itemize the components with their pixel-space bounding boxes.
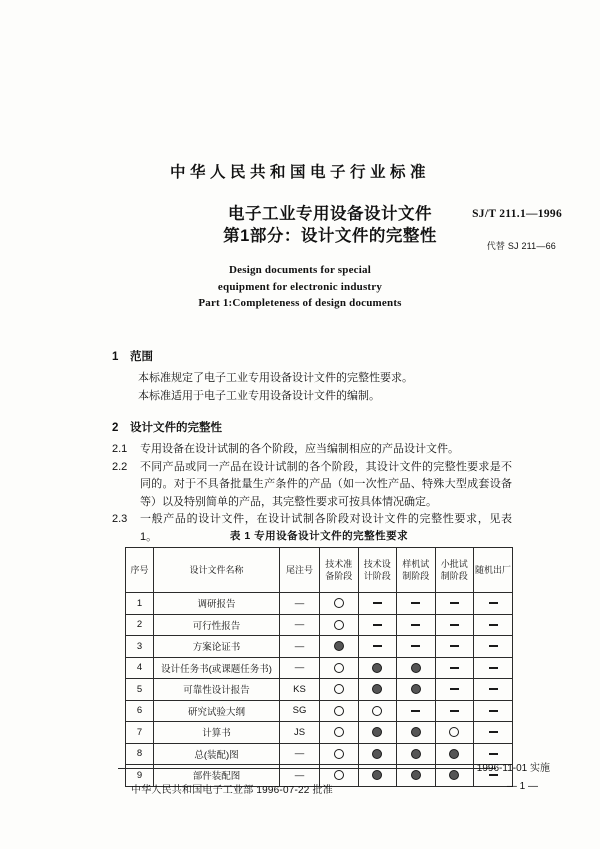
cell-note-number: —	[280, 765, 320, 787]
symbol-filled-circle	[411, 770, 421, 780]
symbol-dash	[489, 731, 498, 733]
symbol-dash	[373, 645, 382, 647]
cell-stage-requirement	[358, 743, 397, 765]
cell-stage-requirement	[358, 679, 397, 701]
table-header-row	[126, 548, 513, 593]
symbol-filled-circle	[411, 663, 421, 673]
table-row	[126, 657, 513, 679]
title-english-line-1: Design documents for special	[229, 264, 371, 276]
symbol-filled-circle	[411, 749, 421, 759]
symbol-filled-circle	[411, 727, 421, 737]
cell-stage-requirement	[397, 700, 436, 722]
cell-document-name: 可行性报告	[154, 614, 280, 636]
cell-stage-requirement	[474, 593, 513, 615]
cell-document-name: 调研报告	[154, 593, 280, 615]
cell-stage-requirement	[320, 722, 359, 744]
cell-stage-requirement	[435, 679, 474, 701]
cell-index: 8	[126, 743, 154, 765]
col-header-small-batch-stage: 小批试制阶段	[435, 548, 474, 593]
table-row	[126, 743, 513, 765]
cell-index: 6	[126, 700, 154, 722]
section-2-number: 2	[112, 422, 119, 434]
cell-stage-requirement	[320, 657, 359, 679]
cell-stage-requirement	[397, 722, 436, 744]
symbol-dash	[489, 774, 498, 776]
symbol-dash	[489, 645, 498, 647]
clause-2-1	[112, 441, 512, 459]
cell-stage-requirement	[474, 614, 513, 636]
symbol-dash	[489, 688, 498, 690]
cell-stage-requirement	[320, 614, 359, 636]
cell-document-name: 方案论证书	[154, 636, 280, 658]
cell-stage-requirement	[397, 614, 436, 636]
symbol-filled-circle	[334, 641, 344, 651]
cell-stage-requirement	[474, 636, 513, 658]
cell-stage-requirement	[474, 722, 513, 744]
cell-stage-requirement	[320, 593, 359, 615]
cell-stage-requirement	[397, 679, 436, 701]
title-english-line-2: equipment for electronic industry	[217, 280, 383, 293]
symbol-open-circle	[334, 684, 344, 694]
cell-note-number: JS	[280, 722, 320, 744]
clause-2-2-text: 不同产品或同一产品在设计试制的各个阶段，其设计文件的完整性要求是不同的。对于不具备批量生产条件的产品（如一次性产品、特殊大型成套设备等）以及特别简单的产品，其完整性要求可按具体情况确定。	[140, 460, 512, 508]
symbol-dash	[489, 602, 498, 604]
cell-stage-requirement	[320, 679, 359, 701]
cell-index: 2	[126, 614, 154, 636]
symbol-dash	[450, 688, 459, 690]
cell-stage-requirement	[358, 700, 397, 722]
cell-document-name: 总(装配)图	[154, 743, 280, 765]
title-english-line-3: Part 1:Completeness of design documents	[198, 297, 402, 309]
section-2-heading	[112, 419, 512, 435]
symbol-open-circle	[372, 706, 382, 716]
symbol-dash	[411, 645, 420, 647]
cell-stage-requirement	[474, 700, 513, 722]
col-header-prototype-stage: 样机试制阶段	[397, 548, 436, 593]
symbol-open-circle	[334, 749, 344, 759]
symbol-open-circle	[334, 706, 344, 716]
document-body	[112, 348, 512, 546]
cell-index: 1	[126, 593, 154, 615]
title-chinese-line-2: 第1部分：设计文件的完整性	[223, 227, 437, 245]
col-header-index: 序号	[126, 548, 154, 593]
section-1-number: 1	[112, 351, 119, 363]
title-block	[0, 203, 600, 251]
symbol-filled-circle	[372, 663, 382, 673]
cell-document-name: 研究试验大纲	[154, 700, 280, 722]
col-header-tech-preparation-stage: 技术准备阶段	[320, 548, 359, 593]
cell-note-number: —	[280, 657, 320, 679]
cell-stage-requirement	[435, 657, 474, 679]
cell-stage-requirement	[320, 636, 359, 658]
col-header-note-number: 尾注号	[280, 548, 320, 593]
cell-stage-requirement	[435, 700, 474, 722]
symbol-filled-circle	[372, 684, 382, 694]
cell-stage-requirement	[358, 593, 397, 615]
table-1-container	[125, 528, 513, 787]
standard-number: SJ/T 211.1—1996	[472, 208, 562, 220]
cell-document-name: 可靠性设计报告	[154, 679, 280, 701]
standard-replaces: 代替 SJ 211—66	[486, 241, 556, 251]
cell-stage-requirement	[435, 593, 474, 615]
symbol-open-circle	[334, 620, 344, 630]
symbol-filled-circle	[372, 770, 382, 780]
table-row	[126, 700, 513, 722]
cell-note-number: —	[280, 593, 320, 615]
symbol-filled-circle	[411, 684, 421, 694]
document-header	[0, 160, 600, 182]
clause-2-2-number: 2.2	[112, 460, 128, 473]
cell-note-number: —	[280, 743, 320, 765]
footer-page-number: — 1 —	[506, 781, 538, 792]
cell-note-number: KS	[280, 679, 320, 701]
table-header	[126, 548, 513, 593]
symbol-dash	[489, 667, 498, 669]
cell-stage-requirement	[474, 657, 513, 679]
symbol-dash	[450, 667, 459, 669]
cell-stage-requirement	[397, 657, 436, 679]
symbol-dash	[411, 710, 420, 712]
cell-stage-requirement	[397, 593, 436, 615]
symbol-open-circle	[334, 663, 344, 673]
symbol-dash	[373, 602, 382, 604]
symbol-filled-circle	[372, 749, 382, 759]
symbol-dash	[450, 602, 459, 604]
cell-index: 9	[126, 765, 154, 787]
symbol-open-circle	[334, 598, 344, 608]
footer-divider	[118, 768, 496, 769]
cell-document-name: 部件装配图	[154, 765, 280, 787]
symbol-filled-circle	[372, 727, 382, 737]
cell-note-number: —	[280, 636, 320, 658]
cell-stage-requirement	[320, 743, 359, 765]
symbol-open-circle	[449, 727, 459, 737]
cell-stage-requirement	[358, 614, 397, 636]
symbol-dash	[489, 753, 498, 755]
symbol-dash	[489, 710, 498, 712]
section-1-paragraph-2: 本标准适用于电子工业专用设备设计文件的编制。	[138, 390, 380, 402]
symbol-dash	[450, 624, 459, 626]
table-row	[126, 636, 513, 658]
cell-stage-requirement	[397, 636, 436, 658]
col-header-tech-design-stage: 技术设计阶段	[358, 548, 397, 593]
cell-stage-requirement	[358, 722, 397, 744]
symbol-dash	[411, 624, 420, 626]
table-1-caption: 表 1 专用设备设计文件的完整性要求	[229, 530, 409, 542]
table-body	[126, 593, 513, 787]
footer-approval: 中华人民共和国电子工业部 1996-07-22 批准	[131, 785, 333, 796]
footer-effective-date: 1996-11-01 实施	[476, 763, 550, 774]
col-header-shipped-with-machine: 随机出厂	[474, 548, 513, 593]
section-1-title: 范围	[130, 351, 153, 363]
clause-2-3-number: 2.3	[112, 513, 128, 525]
symbol-dash	[373, 624, 382, 626]
cell-note-number: —	[280, 614, 320, 636]
symbol-dash	[489, 624, 498, 626]
col-header-document-name: 设计文件名称	[154, 548, 280, 593]
cell-index: 4	[126, 657, 154, 679]
symbol-filled-circle	[449, 749, 459, 759]
table-1-completeness-requirements	[125, 547, 513, 787]
symbol-filled-circle	[449, 770, 459, 780]
symbol-open-circle	[334, 770, 344, 780]
cell-stage-requirement	[358, 657, 397, 679]
cell-index: 5	[126, 679, 154, 701]
title-english	[0, 262, 600, 312]
section-2-title: 设计文件的完整性	[130, 422, 222, 434]
symbol-dash	[411, 602, 420, 604]
table-row	[126, 679, 513, 701]
section-1-heading	[112, 348, 512, 364]
cell-stage-requirement	[435, 636, 474, 658]
ministry-standard-line: 中华人民共和国电子行业标准	[169, 164, 430, 181]
clause-2-2	[112, 459, 512, 512]
cell-document-name: 设计任务书(或课题任务书)	[154, 657, 280, 679]
cell-stage-requirement	[435, 614, 474, 636]
cell-stage-requirement	[435, 722, 474, 744]
cell-stage-requirement	[358, 636, 397, 658]
cell-stage-requirement	[474, 679, 513, 701]
clause-2-1-text: 专用设备在设计试制的各个阶段，应当编制相应的产品设计文件。	[140, 443, 459, 455]
cell-index: 3	[126, 636, 154, 658]
symbol-dash	[450, 645, 459, 647]
title-chinese-line-1: 电子工业专用设备设计文件	[228, 205, 432, 223]
symbol-open-circle	[334, 727, 344, 737]
table-row	[126, 614, 513, 636]
table-row	[126, 593, 513, 615]
cell-note-number: SG	[280, 700, 320, 722]
cell-stage-requirement	[435, 743, 474, 765]
section-1-paragraph-1: 本标准规定了电子工业专用设备设计文件的完整性要求。	[138, 372, 413, 384]
cell-index: 7	[126, 722, 154, 744]
clause-2-3-text: 一般产品的设计文件，在设计试制各阶段对设计文件的完整性要求，见表 1。	[140, 513, 512, 543]
symbol-dash	[450, 710, 459, 712]
table-row	[126, 722, 513, 744]
cell-stage-requirement	[397, 743, 436, 765]
clause-2-1-number: 2.1	[112, 443, 128, 455]
cell-document-name: 计算书	[154, 722, 280, 744]
cell-stage-requirement	[320, 700, 359, 722]
